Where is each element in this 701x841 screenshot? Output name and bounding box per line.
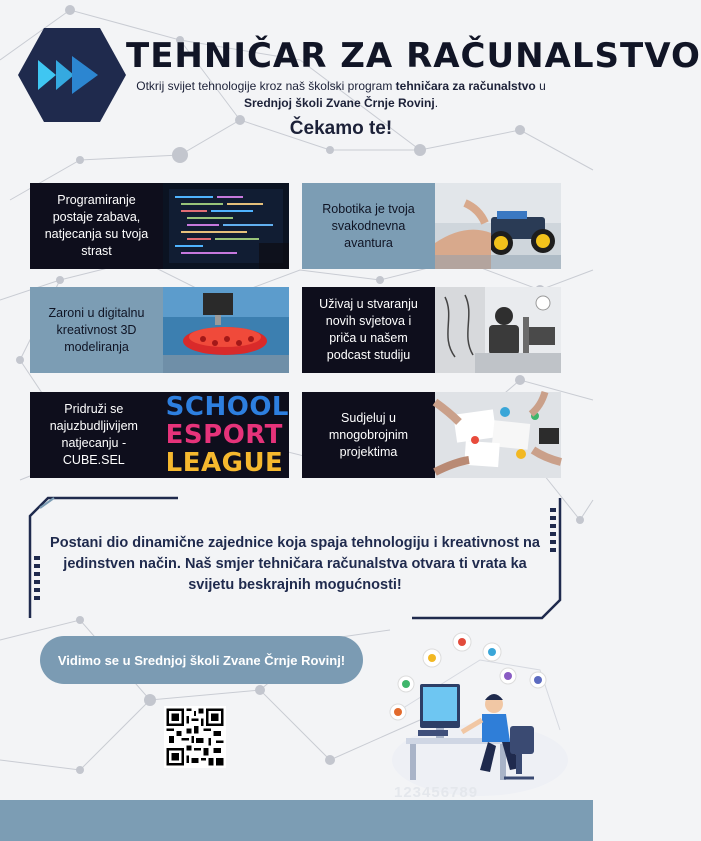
robot-car-image	[435, 183, 561, 269]
card-robotics	[302, 183, 561, 269]
intro-text: Otkrij svijet tehnologije kroz naš školski program tehničara za računalstvo u Srednjoj školi Zvane Črnje Rovinj.	[136, 79, 546, 110]
card-text: Robotika je tvoja svakodnevna avantura	[302, 183, 435, 269]
closing-message: Postani dio dinamične zajednice koja spaja tehnologiju i kreativnost na jedinstven način. Naš smjer tehničara računalstva otvara ti vrata ka svijetu beskrajnih mogućnosti!	[50, 535, 540, 593]
3d-printer-image	[163, 287, 289, 373]
school-esport-league-logo: SCHOOL ESPORT LEAGUE	[158, 392, 289, 478]
tagline: Čekamo te!	[289, 118, 393, 139]
school-invite-banner: Vidimo se u Srednjoj školi Zvane Črnje Rovinj!	[40, 636, 363, 684]
watermark: 123456789	[394, 784, 479, 801]
card-text: Pridruži se najuzbudljivijem natjecanju - CUBE.SEL	[30, 392, 158, 478]
card-programming	[30, 183, 289, 269]
card-text: Sudjeluj u mnogobrojnim projektima	[302, 392, 435, 478]
card-text: Programiranje postaje zabava, natjecanja su tvoja strast	[30, 183, 163, 269]
card-text: Uživaj u stvaranju novih svjetova i priča u našem podcast studiju	[302, 287, 435, 373]
footer-bar	[0, 800, 593, 841]
card-projects	[302, 392, 561, 478]
code-screen-image	[163, 183, 289, 269]
play-logo-icon	[16, 26, 128, 124]
card-esport	[30, 392, 289, 478]
developer-illustration-icon	[370, 630, 570, 800]
podcast-studio-image	[435, 287, 561, 373]
qr-code-icon	[164, 706, 226, 768]
card-podcast	[302, 287, 561, 373]
card-text: Zaroni u digitalnu kreativnost 3D modeliranja	[30, 287, 163, 373]
card-3d-modeling	[30, 287, 289, 373]
page-title: TEHNIČAR ZA RAČUNALSTVO	[126, 36, 701, 76]
team-projects-image	[435, 392, 561, 478]
